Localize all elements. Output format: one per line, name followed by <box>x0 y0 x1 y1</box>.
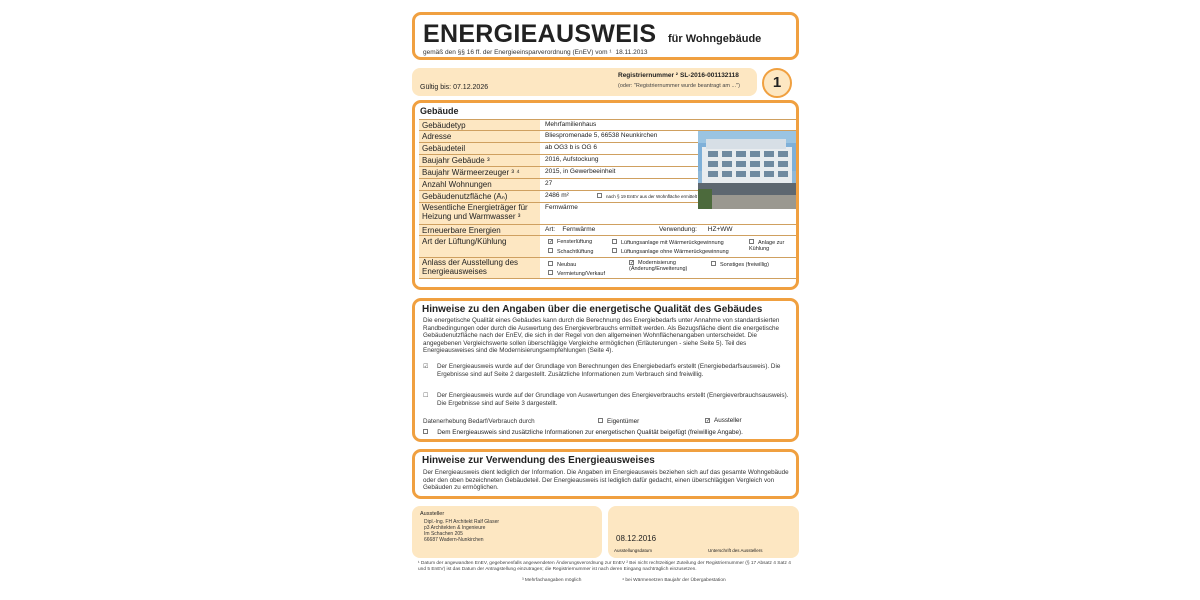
issuer-label: Aussteller <box>420 511 445 517</box>
row-heater-year: Baujahr Wärmeerzeuger ³ ⁴ 2015, in Gewerbeeinheit <box>419 166 796 178</box>
row-renewable-energy: Erneuerbare Energien Art: Fernwärme Verwendung: HZ+WW <box>419 224 796 235</box>
row-construction-year: Baujahr Gebäude ³ 2016, Aufstockung <box>419 154 796 166</box>
page-number-badge: 1 <box>762 68 792 98</box>
row-building-type: Gebäudetyp Mehrfamilienhaus <box>419 119 796 130</box>
checkbox-checked[interactable]: ✓ <box>706 418 711 424</box>
row-address: Adresse Bliespromenade 5, 66538 Neunkirchen <box>419 130 796 142</box>
valid-until: Gültig bis: 07.12.2026 <box>420 84 489 91</box>
checkbox-checked[interactable]: ✓ <box>630 260 635 266</box>
additional-info-option: Dem Energieausweis sind zusätzliche Informationen zur energetischen Qualität beigefügt (freiwillige Angabe). <box>437 429 743 436</box>
issue-date: 08.12.2016 <box>616 534 657 543</box>
energy-certificate-page <box>412 12 800 588</box>
checkbox-checked[interactable]: ✓ <box>549 239 554 245</box>
building-section-title: Gebäude <box>420 106 459 116</box>
issuer-option: Aussteller <box>714 417 742 424</box>
checkbox-checked[interactable]: ☑ <box>423 364 429 370</box>
footnote-multiple: ³ Mehrfachangaben möglich <box>522 578 582 583</box>
registry-bar <box>412 68 757 96</box>
law-reference: gemäß den §§ 16 ff. der Energieeinsparverordnung (EnEV) vom ¹ 18.11.2013 <box>423 49 648 56</box>
data-collection-label: Datenerhebung Bedarf/Verbrauch durch <box>423 418 535 425</box>
footnotes-main: ¹ Datum der angewandten EnEV, gegebenenfalls angewendeten Änderungsverordnung zur EnEV ² Bei nicht rechtzeitiger Zuteilung der Registriernummer (§ 17 Absatz 4 Satz 4 und 5 EnEV) ist das Datum der Antragstellung einzutragen; die Registriernummer ist nach deren Eingang nachträglich einzusetzen. <box>418 561 791 572</box>
checkbox[interactable] <box>612 248 617 253</box>
certificate-header <box>412 12 799 60</box>
certificate-title: ENERGIEAUSWEIS <box>423 20 657 48</box>
building-section <box>412 100 799 290</box>
quality-hints-section <box>412 298 799 442</box>
row-apartment-count: Anzahl Wohnungen 27 <box>419 178 796 190</box>
issuer-address: Dipl.-Ing. FH Architekt Ralf Glaser p3 Architekten & Ingenieure Im Schachen 205 66687 Wadern-Nunkirchen <box>424 519 500 543</box>
issue-date-box <box>608 506 799 558</box>
certificate-subtitle: für Wohngebäude <box>668 33 762 45</box>
law-date: 18.11.2013 <box>615 49 648 56</box>
checkbox[interactable] <box>711 261 716 266</box>
demand-certificate-option: Der Energieausweis wurde auf der Grundlage von Berechnungen des Energiebedarfs erstellt (Energiebedarfsausweis). Die Ergebnisse sind auf Seite 2 dargestellt. Zusätzliche Informationen zum Verbrauch sind freiwillig. <box>437 363 781 378</box>
owner-option: Eigentümer <box>607 418 640 425</box>
checkbox[interactable]: ☐ <box>423 393 429 399</box>
registry-label: Registriernummer ² <box>618 72 678 79</box>
row-energy-carrier: Wesentliche Energieträger für Heizung und Warmwasser ³ Fernwärme <box>419 202 796 224</box>
registry-note: (oder: "Registriernummer wurde beantragt am ...") <box>618 83 740 89</box>
checkbox[interactable] <box>423 429 428 434</box>
issuer-box <box>412 506 602 558</box>
checkbox[interactable] <box>548 248 553 253</box>
checkbox[interactable] <box>598 418 603 423</box>
checkbox[interactable] <box>749 239 754 244</box>
checkbox[interactable] <box>612 239 617 244</box>
checkbox[interactable] <box>597 193 602 198</box>
checkbox[interactable] <box>548 270 553 275</box>
row-ventilation: Art der Lüftung/Kühlung ✓ Fensterlüftung Lüftungsanlage mit Wärmerückgewinnung Anlage zur Kühlung Schachtlüftung Lüftungsanlage ohne Wärmerückgewinnung <box>419 235 796 257</box>
usage-hints-section <box>412 449 799 499</box>
usage-hints-title: Hinweise zur Verwendung des Energieausweises <box>422 455 655 466</box>
row-building-part: Gebäudeteil ab OG3 b is OG 6 <box>419 142 796 154</box>
registry-number: SL-2016-001132118 <box>680 72 739 79</box>
row-occasion: Anlass der Ausstellung des Energieausweises Neubau Vermietung/Verkauf ✓ Modernisierung (Änderung/Erweiterung) Sonstiges (freiwillig) <box>419 257 796 279</box>
quality-hints-title: Hinweise zu den Angaben über die energetische Qualität des Gebäudes <box>422 304 763 315</box>
footnote-heat-network: ⁴ bei Wärmenetzen Baujahr der Übergabestation <box>622 578 726 583</box>
quality-hints-intro: Die energetische Qualität eines Gebäudes kann durch die Berechnung des Energiebedarfs unter Annahme von standardisierten Randbedingungen oder durch die Auswertung des Energieverbrauchs ermittelt werden. Als Bezugsfläche dient die energetische Gebäudenutzfläche nach der EnEV, die sich in der Regel von den allgemeinen Wohnflächenangaben unterscheidet. Die angegebenen Vergleichswerte sollen überschlägige Vergleiche ermöglichen (Erläuterungen - siehe Seite 5). Teil des Energieausweises sind die Modernisierungsempfehlungen (Seite 4). <box>423 317 780 355</box>
issue-date-label: Ausstellungsdatum <box>614 548 653 553</box>
row-usable-area: Gebäudenutzfläche (Aₙ) 2486 m² nach § 19 EnEV aus der Wohnfläche ermittelt <box>419 190 796 202</box>
building-photo <box>698 131 796 209</box>
checkbox[interactable] <box>548 261 553 266</box>
usage-hints-text: Der Energieausweis dient lediglich der Information. Die Angaben im Energieausweis beziehen sich auf das gesamte Wohngebäude oder den oben bezeichneten Gebäudeteil. Der Energieausweis ist lediglich dafür gedacht, einen überschlägigen Vergleich von Gebäuden zu ermöglichen. <box>423 469 789 492</box>
consumption-certificate-option: Der Energieausweis wurde auf der Grundlage von Auswertungen des Energieverbrauchs erstellt (Energieverbrauchsausweis). Die Ergebnisse sind auf Seite 3 dargestellt. <box>437 392 789 407</box>
signature-label: Unterschrift des Ausstellers <box>708 548 763 553</box>
